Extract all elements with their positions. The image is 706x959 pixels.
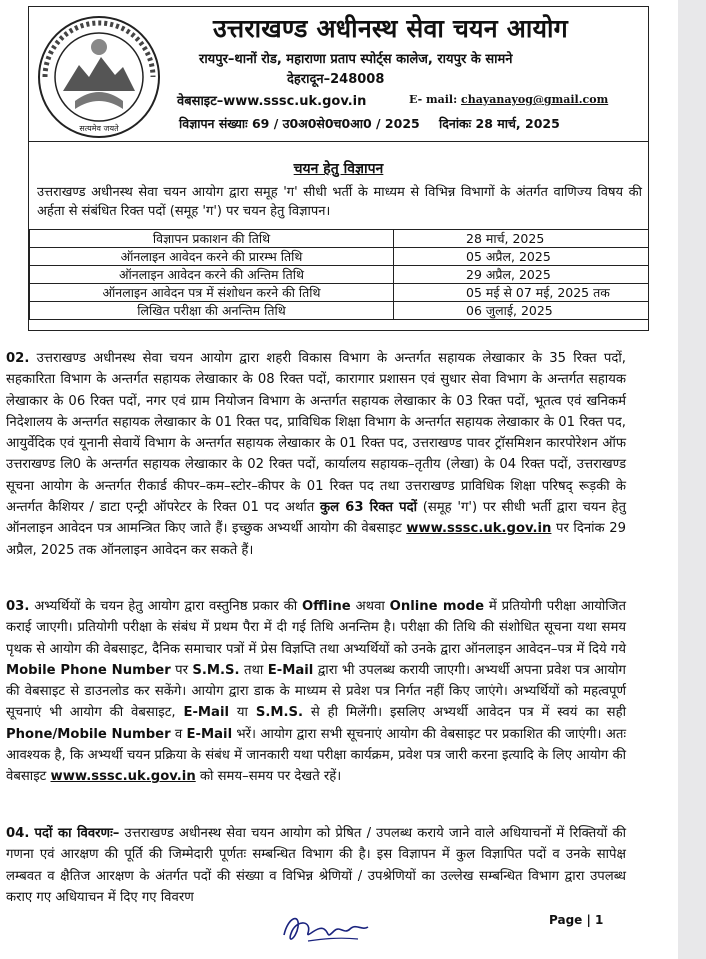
paragraph-text: से ही मिलेंगी। इसलिए अभ्यर्थी आवेदन पत्र में स्वयं का सही xyxy=(303,705,627,721)
notice-title: चयन हेतु विज्ञापन xyxy=(293,161,384,177)
paragraph-text: अथवा xyxy=(350,599,390,614)
org-title: उत्तराखण्ड अधीनस्थ सेवा चयन आयोग xyxy=(213,14,568,43)
website-line xyxy=(177,91,366,109)
paragraph-text: (समूह 'ग') पर सीधी भर्ती द्वारा चयन हेतु ऑनलाइन आवेदन पत्र आमन्त्रित किए जाते हैं। इच्छुक अभ्यर्थी आयोग की वेबसाइट xyxy=(6,500,627,537)
date-label: ऑनलाइन आवेदन करने की अन्तिम तिथि xyxy=(30,266,394,284)
section-heading: पदों का विवरणः– xyxy=(34,826,120,841)
paragraph-text: या xyxy=(229,705,256,721)
bold-text: Online mode xyxy=(389,599,485,614)
signature-image xyxy=(278,905,374,951)
paragraph-text: द्वारा भी उपलब्ध करायी जाएगी। अभ्यर्थी अपना प्रवेश पत्र आयोग की वेबसाइट से डाउनलोड कर सकेंगे। आयोग द्वारा डाक के माध्यम से प्रवेश पत्र निर्गत नहीं किए जाएंगे। अभ्यर्थियों को महत्वपूर्ण सूचनाएं भी आयोग की वेबसाइट, xyxy=(6,662,626,721)
address-line-1: रायपुर–थानों रोड, महाराणा प्रताप स्पोर्ट्स कालेज, रायपुर के सामने xyxy=(199,52,513,67)
notice-intro: उत्तराखण्ड अधीनस्थ सेवा चयन आयोग द्वारा समूह 'ग' सीधी भर्ती के माध्यम से विभिन्न विभागों के अंतर्गत वाणिज्य विषय की अर्हता से संबंधित रिक्त पदों (समूह 'ग') पर चयन हेतु विज्ञापन। xyxy=(37,185,642,219)
website-link[interactable]: www.sssc.uk.gov.in xyxy=(223,94,367,109)
header-box xyxy=(28,6,649,331)
date-value: 05 अप्रैल, 2025 xyxy=(394,248,649,266)
email-link[interactable]: chayanayog@gmail.com xyxy=(461,93,609,106)
paragraph-text: पर xyxy=(170,662,193,678)
paragraph-number: 03. xyxy=(6,599,30,614)
table-row xyxy=(30,248,649,266)
date-value: 06 जुलाई, 2025 xyxy=(394,302,649,320)
bold-text: Phone/Mobile Number xyxy=(6,726,171,742)
bold-text: S.M.S. xyxy=(255,705,303,721)
date-value: 28 मार्च, 2025 xyxy=(394,230,649,248)
table-row xyxy=(30,266,649,284)
page-number: Page | 1 xyxy=(549,913,604,927)
bold-text: E-Mail xyxy=(183,705,229,721)
commission-logo xyxy=(35,13,163,141)
date-value: 29 अप्रैल, 2025 xyxy=(394,266,649,284)
email-label: E- mail: xyxy=(409,93,461,106)
paragraph-text: पर दिनांक 29 अप्रैल, 2025 तक ऑनलाइन आवेदन कर सकते हैं। xyxy=(6,521,626,558)
paragraph-number: 04. xyxy=(6,826,30,841)
address-line-2: देहरादून–248008 xyxy=(287,72,385,87)
advertisement-number: विज्ञापन संख्याः 69 / उ0अ0से0च0आ0 / 2025 xyxy=(179,116,420,131)
viewer-gutter xyxy=(678,0,706,959)
dates-table xyxy=(29,229,649,320)
paragraph-number: 02. xyxy=(6,351,30,366)
table-row xyxy=(30,284,649,302)
paragraph-text: तथा xyxy=(239,662,268,678)
paragraph-text: भरें। आयोग द्वारा सभी सूचनाएं आयोग की वेबसाइट पर प्रकाशित की जाएंगी। अतः आवश्यक है, कि अभ्यर्थी चयन प्रक्रिया के संबंध में जानकारी यथा परीक्षा कार्यक्रम, प्रवेश पत्र जारी करना इत्यादि के लिए आयोग की वेबसाइट xyxy=(6,726,627,785)
table-row xyxy=(30,230,649,248)
email-line xyxy=(409,93,608,106)
header-divider xyxy=(29,141,648,142)
paragraph-text: उत्तराखण्ड अधीनस्थ सेवा चयन आयोग द्वारा शहरी विकास विभाग के अन्तर्गत सहायक लेखाकार के 35 रिक्त पदों, सहकारिता विभाग के अन्तर्गत सहायक लेखाकार के 08 रिक्त पदों, कारागार प्रशासन एवं सुधार सेवा विभाग के अन्तर्गत सहायक लेखाकार के 06 रिक्त पदों, नगर एवं ग्राम नियोजन विभाग के अन्तर्गत सहायक लेखाकार के 03 रिक्त पदों, भूतत्व एवं खनिकर्म निदेशालय के अन्तर्गत सहायक लेखाकार के 01 रिक्त पद, प्राविधिक शिक्षा विभाग के अन्तर्गत सहायक लेखाकार के 01 रिक्त पद, आयुर्वेदिक एवं यूनानी सेवायें विभाग के अन्तर्गत सहायक लेखाकार के 01 रिक्त पद, उत्तराखण्ड पावर ट्रॉसमिशन कारपोरेशन ऑफ उत्तराखण्ड लि0 के अन्तर्गत सहायक लेखाकार के 02 रिक्त पदों, कार्यालय सहायक–तृतीय (लेखा) के 04 रिक्त पदों, उत्तराखण्ड सूचना आयोग के अन्तर्गत रीकार्ड कीपर–कम–स्टोर–कीपर के 01 रिक्त पद तथा उत्तराखण्ड प्राविधिक शिक्षा परिषद् रूड़की के अन्तर्गत कैशियर / डाटा एन्ट्री ऑपरेटर के रिक्त 01 पद अर्थात xyxy=(6,351,626,516)
website-link[interactable]: www.sssc.uk.gov.in xyxy=(406,521,552,537)
date-label: लिखित परीक्षा की अनन्तिम तिथि xyxy=(30,302,394,320)
paragraph-text: व xyxy=(170,726,187,742)
date-label: ऑनलाइन आवेदन करने की प्रारम्भ तिथि xyxy=(30,248,394,266)
paragraph-text: उत्तराखण्ड अधीनस्थ सेवा चयन आयोग को प्रेषित / उपलब्ध कराये जाने वाले अधियाचनों में रिक्तियों की गणना एवं आरक्षण की पूर्ति की जिम्मेदारी पूर्णतः सम्बन्धित विभाग की है। इस विज्ञापन में कुल विज्ञापित पदों व उनके सापेक्ष लम्बवत व क्षैतिज आरक्षण के अंतर्गत पदों की संख्या व विभिन्न श्रेणियों / उपश्रेणियों का उल्लेख सम्बन्धित विभाग द्वारा उपलब्ध कराए गए अधियाचन में दिए गए विवरण xyxy=(6,826,626,905)
date-label: विज्ञापन प्रकाशन की तिथि xyxy=(30,230,394,248)
website-link[interactable]: www.sssc.uk.gov.in xyxy=(50,769,196,785)
paragraph-04 xyxy=(6,823,626,908)
paragraph-03 xyxy=(6,596,626,788)
logo-motto: सत्यमेव जयते xyxy=(79,124,119,133)
date-value: 05 मई से 07 मई, 2025 तक xyxy=(394,284,649,302)
website-label: वेबसाइट– xyxy=(177,94,224,109)
paragraph-text: को समय–समय पर देखते रहें। xyxy=(195,769,342,785)
bold-text: E-Mail xyxy=(186,726,233,742)
bold-text: Mobile Phone Number xyxy=(6,662,171,678)
paragraph-text: में प्रतियोगी परीक्षा आयोजित कराई जाएगी। प्रतियोगी परीक्षा के संबंध में प्रथम पैरा में दी गई तिथि अनन्तिम है। परीक्षा की तिथि की संशोधित सूचना यथा समय पृथक से आयोग की वेबसाइट, दैनिक समाचार पत्रों में प्रेस विज्ञप्ति तथा अभ्यर्थियों को उनके द्वारा ऑनलाइन आवेदन–पत्र में दिये गये xyxy=(6,599,626,657)
bold-text: E-Mail xyxy=(267,662,314,678)
advertisement-date: दिनांकः 28 मार्च, 2025 xyxy=(439,116,560,131)
date-label: ऑनलाइन आवेदन पत्र में संशोधन करने की तिथि xyxy=(30,284,394,302)
paragraph-02 xyxy=(6,348,626,561)
paragraph-text: अभ्यर्थियों के चयन हेतु आयोग द्वारा वस्तुनिष्ठ प्रकार की xyxy=(34,599,302,614)
bold-text: Offline xyxy=(301,599,351,614)
bold-text: S.M.S. xyxy=(192,662,240,678)
table-row xyxy=(30,302,649,320)
total-posts: कुल 63 रिक्त पदों xyxy=(319,500,418,516)
